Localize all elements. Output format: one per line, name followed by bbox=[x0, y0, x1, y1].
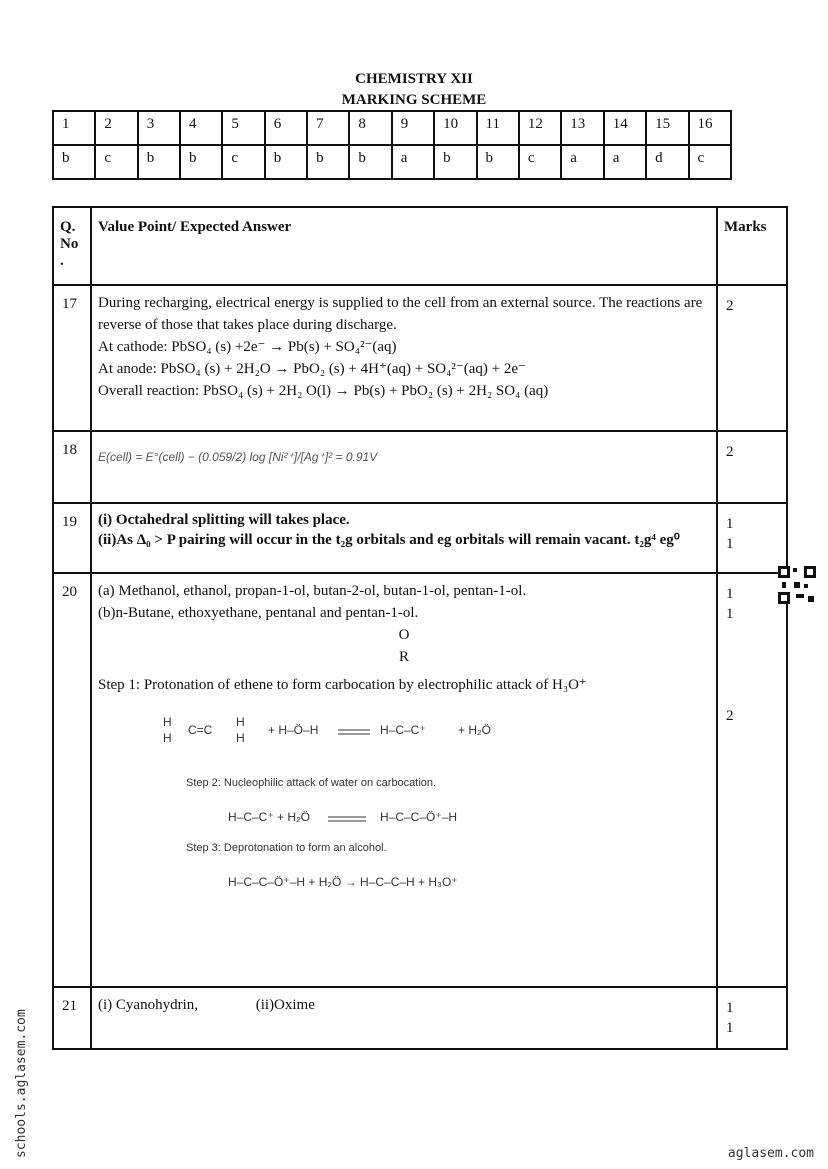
q20-number: 20 bbox=[53, 573, 91, 987]
answer-key-answer-cell: b bbox=[265, 145, 307, 179]
q18-formula-image: E(cell) = E°(cell) − (0.059/2) log [Ni²⁺]/[Ag⁺]² = 0.91V bbox=[98, 450, 378, 464]
answer-key-answer-cell: a bbox=[392, 145, 434, 179]
q17-answer bbox=[91, 285, 717, 431]
answer-key-number-cell: 11 bbox=[477, 111, 519, 145]
svg-text:+ H–Ö–H: + H–Ö–H bbox=[268, 723, 319, 737]
answer-key-number-cell: 2 bbox=[95, 111, 137, 145]
answer-key-number-cell: 14 bbox=[604, 111, 646, 145]
svg-text:H–C–C⁺ + H₂Ö: H–C–C⁺ + H₂Ö bbox=[228, 810, 311, 824]
side-watermark: schools.aglasem.com bbox=[14, 1009, 29, 1158]
svg-text:H: H bbox=[163, 731, 172, 745]
answer-key-number-cell: 4 bbox=[180, 111, 222, 145]
answer-key-answer-cell: b bbox=[349, 145, 391, 179]
q21-mark2: 1 bbox=[726, 1020, 734, 1036]
q17-cathode: At cathode: PbSO₄ (s) +2e⁻ → Pb(s) + SO₄²⁻(aq) bbox=[98, 339, 397, 355]
q19-mark1: 1 bbox=[726, 516, 734, 532]
col-qno-header: Q. No . bbox=[53, 207, 91, 285]
q20-or-o: O bbox=[398, 627, 410, 643]
answer-key-table bbox=[52, 110, 732, 180]
answer-key-answer-cell: b bbox=[180, 145, 222, 179]
answer-key-number-cell: 10 bbox=[434, 111, 476, 145]
qr-code bbox=[778, 566, 816, 604]
answer-key-number-cell: 5 bbox=[222, 111, 264, 145]
q20-or-r: R bbox=[398, 649, 409, 665]
answer-key-answer-cell: c bbox=[222, 145, 264, 179]
svg-text:H–C–C⁺: H–C–C⁺ bbox=[380, 723, 426, 737]
page-title: CHEMISTRY XII bbox=[355, 71, 473, 87]
table-header-row bbox=[53, 207, 787, 285]
answer-key-answer-cell: a bbox=[561, 145, 603, 179]
svg-text:C=C: C=C bbox=[188, 723, 213, 737]
answer-key-number-cell: 16 bbox=[689, 111, 731, 145]
answer-key-number-cell: 15 bbox=[646, 111, 688, 145]
q17-anode: At anode: PbSO₄ (s) + 2H₂O → PbO₂ (s) + 4H⁺(aq) + SO₄²⁻(aq) + 2e⁻ bbox=[98, 361, 526, 377]
answer-key-answer-cell: c bbox=[519, 145, 561, 179]
answer-key-number-cell: 6 bbox=[265, 111, 307, 145]
q20-mark3: 2 bbox=[726, 708, 734, 724]
page-subtitle: MARKING SCHEME bbox=[341, 92, 487, 108]
q17-row bbox=[53, 285, 787, 431]
q17-number: 17 bbox=[53, 285, 91, 431]
svg-text:H: H bbox=[236, 731, 245, 745]
q18-row bbox=[53, 431, 787, 503]
q21-row bbox=[53, 987, 787, 1049]
q20-mark2: 1 bbox=[726, 606, 734, 622]
q21-mark1: 1 bbox=[726, 1000, 734, 1016]
q20-step3: Step 3: Deprotonation to form an alcohol. bbox=[186, 842, 387, 854]
answer-key-number-cell: 12 bbox=[519, 111, 561, 145]
q20-mark1: 1 bbox=[726, 586, 734, 602]
answer-key-answer-cell: b bbox=[477, 145, 519, 179]
answer-key-number-cell: 8 bbox=[349, 111, 391, 145]
svg-text:H: H bbox=[163, 715, 172, 729]
svg-text:H–C–C–Ö⁺–H + H₂Ö → H–C–C–H: H–C–C–Ö⁺–H + H₂Ö → H–C–C–H + H₃O⁺ bbox=[228, 875, 458, 889]
q21-a: (i) Cyanohydrin, bbox=[98, 997, 198, 1013]
answer-key-answer-cell: b bbox=[434, 145, 476, 179]
q20-step2: Step 2: Nucleophilic attack of water on carbocation. bbox=[186, 777, 437, 789]
q20-b: (b)n-Butane, ethoxyethane, pentanal and pentan-1-ol. bbox=[98, 605, 419, 621]
q20-a: (a) Methanol, ethanol, propan-1-ol, butan-2-ol, butan-1-ol, pentan-1-ol. bbox=[98, 583, 527, 599]
q19-number: 19 bbox=[53, 503, 91, 573]
svg-text:+ H₂Ö: + H₂Ö bbox=[458, 723, 491, 737]
q19-line1: (i) Octahedral splitting will takes place. bbox=[98, 512, 350, 528]
svg-text:H: H bbox=[236, 715, 245, 729]
footer-watermark: aglasem.com bbox=[727, 1146, 814, 1161]
answer-key-number-cell: 9 bbox=[392, 111, 434, 145]
q18-number: 18 bbox=[53, 431, 91, 503]
answer-key-answers-row bbox=[53, 145, 731, 179]
answer-key-numbers-row bbox=[53, 111, 731, 145]
q21-number: 21 bbox=[53, 987, 91, 1049]
q17-marks: 2 bbox=[717, 285, 787, 431]
q17-overall: Overall reaction: PbSO₄ (s) + 2H₂ O(l) → Pb(s) + PbO₂ (s) + 2H₂ SO₄ (aq) bbox=[98, 383, 549, 399]
answer-key-number-cell: 7 bbox=[307, 111, 349, 145]
answer-key-number-cell: 13 bbox=[561, 111, 603, 145]
q18-marks: 2 bbox=[717, 431, 787, 503]
col-answer-header: Value Point/ Expected Answer bbox=[91, 207, 717, 285]
q19-row bbox=[53, 503, 787, 573]
answer-key-answer-cell: b bbox=[138, 145, 180, 179]
answer-key-answer-cell: d bbox=[646, 145, 688, 179]
svg-text:H–C–C–Ö⁺–H: H–C–C–Ö⁺–H bbox=[380, 810, 458, 824]
answer-key-answer-cell: a bbox=[604, 145, 646, 179]
q19-mark2: 1 bbox=[726, 536, 734, 552]
col-marks-header: Marks bbox=[717, 207, 787, 285]
mechanism-diagram bbox=[98, 696, 710, 946]
answer-key-answer-cell: c bbox=[95, 145, 137, 179]
answer-key-number-cell: 3 bbox=[138, 111, 180, 145]
q19-line2: (ii)As Δ₀ > P pairing will occur in the t₂g orbitals and eg orbitals will remain vacant. t₂g⁴ eg⁰ bbox=[98, 532, 680, 548]
q17-line1: During recharging, electrical energy is supplied to the cell from an external source. The reactions are reverse of those that takes place during discharge. bbox=[98, 295, 703, 333]
marking-scheme-table bbox=[52, 206, 788, 1050]
mechanism-drawing bbox=[158, 696, 528, 946]
q21-b: (ii)Oxime bbox=[255, 997, 315, 1013]
answer-key-answer-cell: b bbox=[53, 145, 95, 179]
answer-key-answer-cell: b bbox=[307, 145, 349, 179]
answer-key-answer-cell: c bbox=[689, 145, 731, 179]
answer-key-number-cell: 1 bbox=[53, 111, 95, 145]
q20-step1: Step 1: Protonation of ethene to form carbocation by electrophilic attack of H₃O⁺ bbox=[98, 677, 587, 693]
q20-row bbox=[53, 573, 787, 987]
